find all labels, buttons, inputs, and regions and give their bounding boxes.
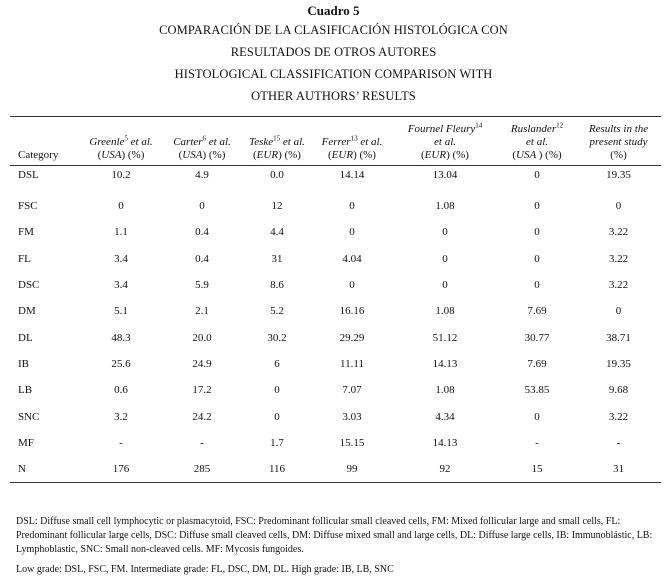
header-ruslander: Ruslander$^{12}$ et al. (USA ) (%) — [498, 117, 576, 166]
abbreviations-note: DSL: Diffuse small cell lymphocytic or plasmacytoid, FSC: Predominant follicular small cleaved cells, FM: Mixed follicular large and small cells, FL: Predominant follicular large cells, DSC: Diffuse small cleaved cells, DM: Diffuse mixed small and large cells, DL: Diffuse large cells, IB: Immunoblástic, LB: Lymphoblastic, SNC: Small non-cleaved cells. MF: Mycosis fungoides. — [16, 516, 653, 555]
row-category: FL — [18, 252, 31, 265]
table-cell: 31 — [271, 252, 283, 265]
row-category: SNC — [18, 410, 40, 423]
table-cell: 51.12 — [432, 331, 458, 344]
table-cell: 0 — [534, 410, 540, 423]
table-row — [10, 351, 661, 377]
table-cell: 0 — [534, 279, 540, 292]
table-cell: 6 — [274, 357, 280, 370]
table-row — [10, 430, 661, 456]
table-row — [10, 456, 661, 483]
table-row — [10, 377, 661, 403]
table-row — [10, 193, 661, 219]
table-row — [10, 219, 661, 245]
table-cell: - — [535, 436, 539, 449]
table-cell: - — [119, 436, 123, 449]
table-cell: 285 — [162, 456, 242, 483]
table-cell: 15.15 — [339, 436, 365, 449]
table-cell: 11.11 — [340, 357, 364, 370]
table-cell: 0 — [199, 200, 205, 213]
table-row — [10, 272, 661, 298]
row-category: DL — [18, 331, 33, 344]
table-cell: 0 — [349, 226, 355, 239]
table-cell: 48.3 — [111, 331, 131, 344]
table-row — [10, 298, 661, 324]
table-cell: 0 — [118, 200, 124, 213]
table-cell: 14.13 — [432, 357, 458, 370]
table-cell: 14.14 — [339, 169, 365, 181]
header-present-study: Results in the present study (%) — [576, 117, 661, 166]
header-fournel-fleury: Fournel Fleury$^{14}$ et al. (EUR) (%) — [392, 117, 498, 166]
table-cell: 1.08 — [435, 384, 455, 397]
table-cell: 3.22 — [608, 279, 629, 292]
comparison-table — [10, 116, 661, 483]
table-cell: 14.13 — [432, 436, 458, 449]
row-category: DSC — [18, 279, 40, 292]
table-cell: 53.85 — [524, 384, 550, 397]
table-cell: 3.4 — [114, 252, 128, 265]
table-cell: 3.4 — [114, 279, 128, 292]
table-cell: 4.34 — [435, 410, 455, 423]
table-cell: 16.16 — [339, 305, 365, 318]
header-ferrer: Ferrer$^{13}$ et al. (EUR) (%) — [312, 117, 392, 166]
table-cell: 0 — [274, 384, 280, 397]
table-cell: 9.68 — [608, 384, 629, 397]
table-cell: 0 — [349, 279, 355, 292]
table-cell: 15 — [498, 456, 576, 483]
table-cell: 92 — [392, 456, 498, 483]
table-notes — [16, 515, 661, 577]
table-cell: - — [616, 436, 621, 449]
row-category: DM — [18, 305, 36, 318]
table-cell: 3.03 — [342, 410, 362, 423]
row-category: LB — [18, 384, 33, 397]
table-cell: 176 — [80, 456, 162, 483]
table-cell: 4.9 — [195, 169, 209, 181]
table-cell: 116 — [242, 456, 312, 483]
table-cell: 0.4 — [195, 252, 209, 265]
table-cell: 0.0 — [270, 169, 284, 181]
header-teske: Teske$^{15}$ et al. (EUR) (%) — [242, 117, 312, 166]
table-cell: 5.1 — [114, 305, 128, 318]
table-cell: 99 — [312, 456, 392, 483]
table-cell: 19.35 — [606, 357, 631, 370]
table-cell: 4.4 — [270, 226, 284, 239]
table-cell: 7.69 — [527, 357, 547, 370]
table-cell: 0 — [615, 200, 622, 213]
table-cell: 0 — [274, 410, 280, 423]
table-cell: 24.2 — [192, 410, 212, 423]
table-cell: 3.22 — [608, 410, 629, 423]
table-cell: 0 — [534, 252, 540, 265]
header-greenle: Greenle$^5$ et al. (USA) (%) — [80, 117, 162, 166]
title-spanish-line2: RESULTADOS DE OTROS AUTORES — [230, 45, 437, 59]
table-cell: 3.22 — [608, 252, 629, 265]
table-cell: 0 — [442, 252, 448, 265]
row-category: FSC — [18, 200, 38, 213]
table-cell: 12 — [271, 200, 283, 213]
table-row — [10, 246, 661, 272]
table-cell: 0 — [615, 305, 622, 318]
table-cell: 10.2 — [111, 169, 131, 181]
table-cell: 30.2 — [267, 331, 287, 344]
table-cell: - — [200, 436, 204, 449]
table-cell: 0.6 — [114, 384, 128, 397]
table-cell: 38.71 — [606, 331, 631, 344]
table-cell: 20.0 — [192, 331, 212, 344]
row-category: DSL — [18, 169, 39, 181]
table-cell: 1.7 — [270, 436, 284, 449]
table-cell: 7.69 — [527, 305, 547, 318]
grade-note: Low grade: DSL, FSC, FM. Intermediate grade: FL, DSC, DM, DL. High grade: IB, LB, SNC — [16, 564, 394, 575]
table-cell: 1.08 — [435, 305, 455, 318]
table-cell: 29.29 — [339, 331, 365, 344]
table-header-row — [10, 117, 661, 166]
table-cell: 24.9 — [192, 357, 212, 370]
table-cell: 5.9 — [195, 279, 209, 292]
table-row — [10, 324, 661, 350]
table-cell: 3.22 — [608, 226, 629, 239]
table-title-block — [0, 0, 667, 107]
table-cell: 1.1 — [114, 226, 128, 239]
table-cell: 0.4 — [195, 226, 209, 239]
table-cell: 3.2 — [114, 410, 128, 423]
table-cell: 30.77 — [524, 331, 550, 344]
table-cell: 0 — [349, 200, 355, 213]
row-category: FM — [18, 226, 34, 239]
table-cell: 19.35 — [606, 169, 631, 181]
table-row — [10, 166, 661, 194]
header-category: Category — [10, 117, 80, 166]
header-carter: Carter$^6$ et al. (USA) (%) — [162, 117, 242, 166]
table-cell: 0 — [534, 226, 540, 239]
table-cell: 7.07 — [342, 384, 362, 397]
table-number: Cuadro 5 — [307, 3, 360, 18]
table-cell: 0 — [534, 200, 540, 213]
table-cell: 4.04 — [342, 252, 362, 265]
table-cell: 1.08 — [435, 200, 455, 213]
table-cell: 31 — [576, 456, 661, 483]
title-spanish-line1: COMPARACIÓN DE LA CLASIFICACIÓN HISTOLÓGICA CON — [159, 23, 508, 37]
table-cell: 0 — [442, 279, 448, 292]
table-cell: 13.04 — [432, 169, 458, 181]
table-cell: 5.2 — [270, 305, 284, 318]
table-cell: 0 — [534, 169, 540, 181]
table-cell: 25.6 — [111, 357, 131, 370]
title-english-line2: OTHER AUTHORS’ RESULTS — [251, 89, 416, 103]
row-category: IB — [18, 357, 29, 370]
title-english-line1: HISTOLOGICAL CLASSIFICATION COMPARISON WITH — [174, 67, 493, 81]
table-row — [10, 403, 661, 429]
table-cell: 0 — [442, 226, 448, 239]
table-cell: 8.6 — [270, 279, 284, 292]
table-cell: 17.2 — [192, 384, 212, 397]
row-category: MF — [18, 436, 34, 449]
table-cell: 2.1 — [195, 305, 209, 318]
row-category: N — [10, 456, 80, 483]
